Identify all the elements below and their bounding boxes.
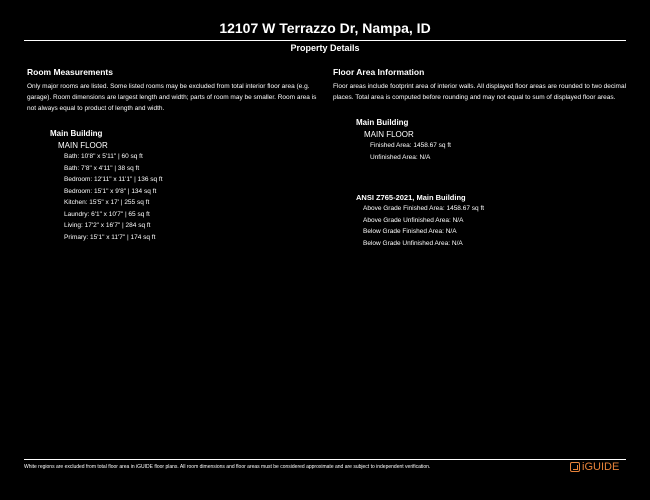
ansi-row: Below Grade Finished Area: N/A [363, 228, 457, 235]
floor-heading: MAIN FLOOR [58, 141, 108, 150]
iguide-logo [570, 461, 619, 473]
room-row: Bath: 10'8" x 5'11" | 60 sq ft [64, 153, 143, 160]
room-row: Bath: 7'8" x 4'11" | 38 sq ft [64, 164, 140, 172]
room-row: Bedroom: 15'1" x 9'8" | 134 sq ft [64, 187, 157, 195]
room-measurements-description: Only major rooms are listed. Some listed rooms may be excluded from total interior floor area (e.g. garage). Room dimensions are largest length and width; parts of room may be smaller. Room area is not always equal to product of length and width. [27, 83, 317, 112]
room-row: Living: 17'2" x 16'7" | 284 sq ft [64, 222, 151, 229]
finished-area: Finished Area: 1458.67 sq ft [370, 142, 451, 149]
room-row: Primary: 15'1" x 11'7" | 174 sq ft [64, 233, 156, 241]
building-heading: Main Building [356, 118, 409, 127]
floor-area-section [333, 67, 633, 249]
ansi-row: Above Grade Unfinished Area: N/A [363, 216, 464, 224]
room-row: Laundry: 6'1" x 10'7" | 65 sq ft [64, 210, 150, 218]
ansi-heading: ANSI Z765-2021, Main Building [356, 193, 466, 202]
page-subtitle: Property Details [290, 43, 360, 53]
ansi-row: Below Grade Unfinished Area: N/A [363, 239, 463, 247]
footer-divider [24, 459, 626, 460]
room-measurements-heading: Room Measurements [27, 67, 113, 77]
iguide-logo-text: iGUIDE [582, 461, 620, 473]
floor-area-description: Floor areas include footprint area of interior walls. All displayed floor areas are rounded to two decimal places. Total area is computed before rounding and may not equal to sum of displayed floor areas. [333, 83, 627, 101]
building-heading: Main Building [50, 129, 103, 138]
floor-area-heading: Floor Area Information [333, 67, 425, 77]
room-row: Kitchen: 15'5" x 17' | 255 sq ft [64, 199, 150, 206]
footer-note: White regions are excluded from total floor area in iGUIDE floor plans. All room dimensions and floor areas must be considered approximate and are subject to independent verification. [24, 464, 431, 470]
page-title: 12107 W Terrazzo Dr, Nampa, ID [219, 20, 431, 36]
title-divider [24, 40, 626, 41]
ansi-row: Above Grade Finished Area: 1458.67 sq ft [363, 205, 485, 212]
unfinished-area: Unfinished Area: N/A [370, 153, 431, 161]
room-measurements-section [27, 67, 327, 243]
room-row: Bedroom: 12'11" x 11'1" | 136 sq ft [64, 176, 163, 183]
iguide-logo-icon [570, 462, 580, 472]
floor-heading: MAIN FLOOR [364, 130, 414, 139]
